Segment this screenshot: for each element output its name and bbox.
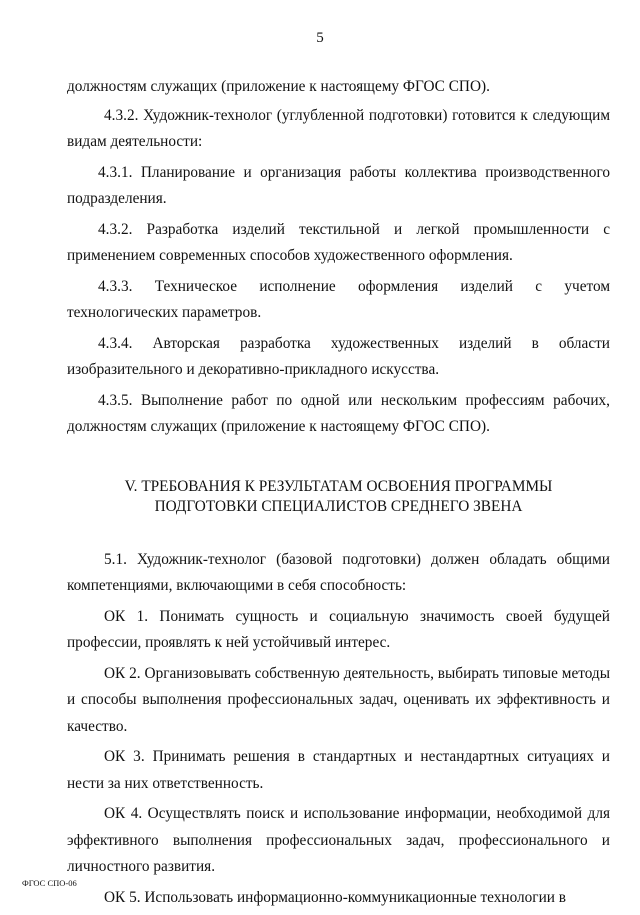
paragraph-4-3-5: 4.3.5. Выполнение работ по одной или нескольким профессиям рабочих, должностям служащих (приложение к настоящему ФГОС СПО). bbox=[67, 391, 610, 435]
section-heading bbox=[67, 477, 610, 517]
paragraph-ok-3: ОК 3. Принимать решения в стандартных и нестандартных ситуациях и нести за них ответственность. bbox=[67, 748, 610, 792]
paragraph-ok-5: ОК 5. Использовать информационно-коммуникационные технологии в bbox=[104, 888, 566, 906]
paragraph-4-3-2-intro: 4.3.2. Художник-технолог (углубленной подготовки) готовится к следующим видам деятельности: bbox=[67, 106, 610, 150]
paragraph-4-3-4: 4.3.4. Авторская разработка художественных изделий в области изобразительного и декоративно-прикладного искусства. bbox=[67, 334, 610, 378]
paragraph-ok-4: ОК 4. Осуществлять поиск и использование информации, необходимой для эффективного выполнения профессиональных задач, профессионального и личностного развития. bbox=[67, 805, 610, 875]
section-heading-line-2: ПОДГОТОВКИ СПЕЦИАЛИСТОВ СРЕДНЕГО ЗВЕНА bbox=[154, 497, 523, 515]
paragraph-ok-2: ОК 2. Организовывать собственную деятельность, выбирать типовые методы и способы выполнения профессиональных задач, оценивать их эффективность и качество. bbox=[67, 664, 610, 735]
paragraph-ok-1: ОК 1. Понимать сущность и социальную значимость своей будущей профессии, проявлять к ней устойчивый интерес. bbox=[67, 607, 610, 651]
paragraph-4-3-1: 4.3.1. Планирование и организация работы коллектива производственного подразделения. bbox=[67, 163, 610, 207]
paragraph-5-1: 5.1. Художник-технолог (базовой подготовки) должен обладать общими компетенциями, включающими в себя способность: bbox=[67, 550, 610, 594]
footer-code: ФГОС СПО-06 bbox=[22, 878, 77, 888]
paragraph-continuation: должностям служащих (приложение к настоящему ФГОС СПО). bbox=[67, 78, 490, 95]
page-number: 5 bbox=[316, 30, 324, 46]
document-body bbox=[67, 74, 610, 915]
paragraph-4-3-2: 4.3.2. Разработка изделий текстильной и легкой промышленности с применением современных способов художественного оформления. bbox=[67, 220, 610, 264]
paragraph-4-3-3: 4.3.3. Техническое исполнение оформления изделий с учетом технологических параметров. bbox=[67, 277, 610, 321]
section-heading-line-1: V. ТРЕБОВАНИЯ К РЕЗУЛЬТАТАМ ОСВОЕНИЯ ПРОГРАММЫ bbox=[124, 477, 553, 495]
